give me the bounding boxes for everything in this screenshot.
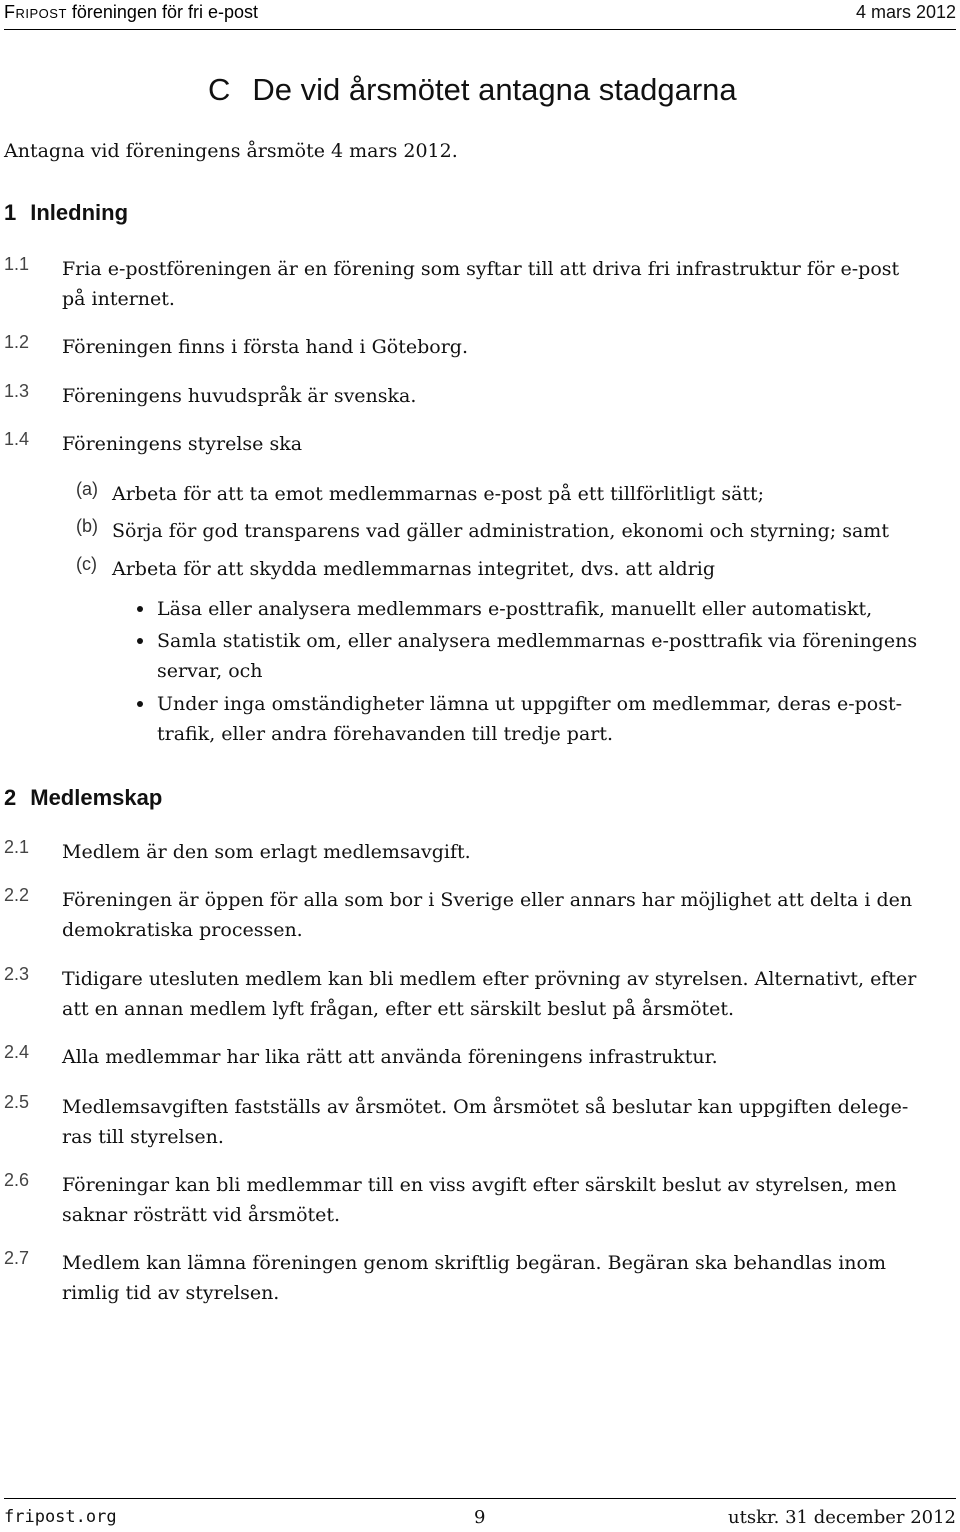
bullet-line: Samla statistik om, eller analysera medlemmarnas e-posttrafik via föreningens [157, 630, 918, 652]
clause-line: på internet. [62, 288, 175, 310]
clause-number: 2.1 [4, 837, 30, 857]
clause-number: 2.6 [4, 1170, 30, 1190]
clause-number: 1.1 [4, 254, 30, 274]
clause-text [62, 885, 912, 945]
section-heading [4, 200, 128, 226]
header-brand: Fripost [4, 2, 67, 22]
section-heading [4, 785, 162, 811]
footer-rule [4, 1498, 956, 1499]
clause-number: 2.3 [4, 964, 30, 984]
appendix-letter: C [208, 72, 231, 107]
clause-line: att en annan medlem lyft frågan, efter ett särskilt beslut på årsmötet. [62, 998, 735, 1020]
clause-line: Föreningens huvudspråk är svenska. [62, 385, 417, 407]
page-number: 9 [474, 1507, 486, 1528]
clause-line: Medlem är den som erlagt medlemsavgift. [62, 841, 471, 863]
bullet-text [157, 594, 872, 624]
bullet-icon [137, 701, 143, 707]
bullet-icon [137, 606, 143, 612]
clause-text [62, 1092, 908, 1152]
clause-line: Föreningens styrelse ska [62, 433, 303, 455]
bullet-line: trafik, eller andra förehavanden till tredje part. [157, 723, 614, 745]
clause-text [62, 381, 416, 411]
clause-line: Föreningar kan bli medlemmar till en viss avgift efter särskilt beslut av styrelsen, men [62, 1174, 897, 1196]
clause-text [62, 429, 302, 459]
list-item-label: (a) [76, 479, 98, 499]
list-item-label: (b) [76, 516, 98, 536]
clause-line: Medlem kan lämna föreningen genom skriftlig begäran. Begäran ska behandlas inom [62, 1252, 886, 1274]
header-rule [4, 29, 956, 30]
clause-number: 1.2 [4, 332, 30, 352]
clause-line: Föreningen är öppen för alla som bor i Sverige eller annars har möjlighet att delta i den [62, 889, 913, 911]
list-item-text: Arbeta för att ta emot medlemmarnas e-post på ett tillförlitligt sätt; [112, 483, 765, 505]
appendix-title [208, 72, 737, 108]
clause-text [62, 332, 468, 362]
clause-number: 1.4 [4, 429, 30, 449]
clause-number: 2.7 [4, 1248, 30, 1268]
clause-line: Alla medlemmar har lika rätt att använda föreningens infrastruktur. [62, 1046, 718, 1068]
clause-text [62, 964, 916, 1024]
bullet-line: Under inga omständigheter lämna ut uppgifter om medlemmar, deras e-post- [157, 693, 903, 715]
clause-line: Fria e-postföreningen är en förening som syftar till att driva fri infrastruktur för e-post [62, 258, 900, 280]
adopted-note: Antagna vid föreningens årsmöte 4 mars 2012. [4, 140, 458, 162]
clause-line: demokratiska processen. [62, 919, 303, 941]
bullet-icon [137, 638, 143, 644]
clause-number: 2.2 [4, 885, 30, 905]
clause-text [62, 254, 899, 314]
list-item-text: Arbeta för att skydda medlemmarnas integritet, dvs. att aldrig [112, 558, 716, 580]
footer-site-link[interactable]: fripost.org [4, 1507, 117, 1527]
section-title: Inledning [30, 200, 129, 225]
section-number: 2 [4, 785, 17, 810]
page-header [4, 2, 956, 28]
header-date: 4 mars 2012 [855, 2, 956, 22]
clause-number: 2.5 [4, 1092, 30, 1112]
clause-line: Tidigare utesluten medlem kan bli medlem efter prövning av styrelsen. Alternativt, efter [62, 968, 917, 990]
appendix-title-text: De vid årsmötet antagna stadgarna [252, 72, 737, 107]
bullet-text [157, 689, 902, 749]
clause-text [62, 1170, 897, 1230]
header-title [4, 2, 258, 23]
header-title-rest: föreningen för fri e-post [66, 2, 258, 22]
clause-text [62, 1042, 718, 1072]
clause-text [62, 1248, 886, 1308]
clause-line: saknar rösträtt vid årsmötet. [62, 1204, 341, 1226]
clause-line: rimlig tid av styrelsen. [62, 1282, 280, 1304]
clause-line: Föreningen finns i första hand i Göteborg. [62, 336, 469, 358]
clause-number: 2.4 [4, 1042, 30, 1062]
clause-line: ras till styrelsen. [62, 1126, 224, 1148]
section-title: Medlemskap [30, 785, 163, 810]
bullet-line: Läsa eller analysera medlemmars e-posttrafik, manuellt eller automatiskt, [157, 598, 873, 620]
bullet-text [157, 626, 917, 686]
clause-text [62, 837, 471, 867]
print-date: utskr. 31 december 2012 [728, 1507, 956, 1528]
clause-line: Medlemsavgiften fastställs av årsmötet. Om årsmötet så beslutar kan uppgiften delege- [62, 1096, 909, 1118]
list-item-text: Sörja för god transparens vad gäller administration, ekonomi och styrning; samt [112, 520, 889, 542]
bullet-line: servar, och [157, 660, 263, 682]
clause-number: 1.3 [4, 381, 30, 401]
list-item-label: (c) [76, 554, 97, 574]
section-number: 1 [4, 200, 17, 225]
